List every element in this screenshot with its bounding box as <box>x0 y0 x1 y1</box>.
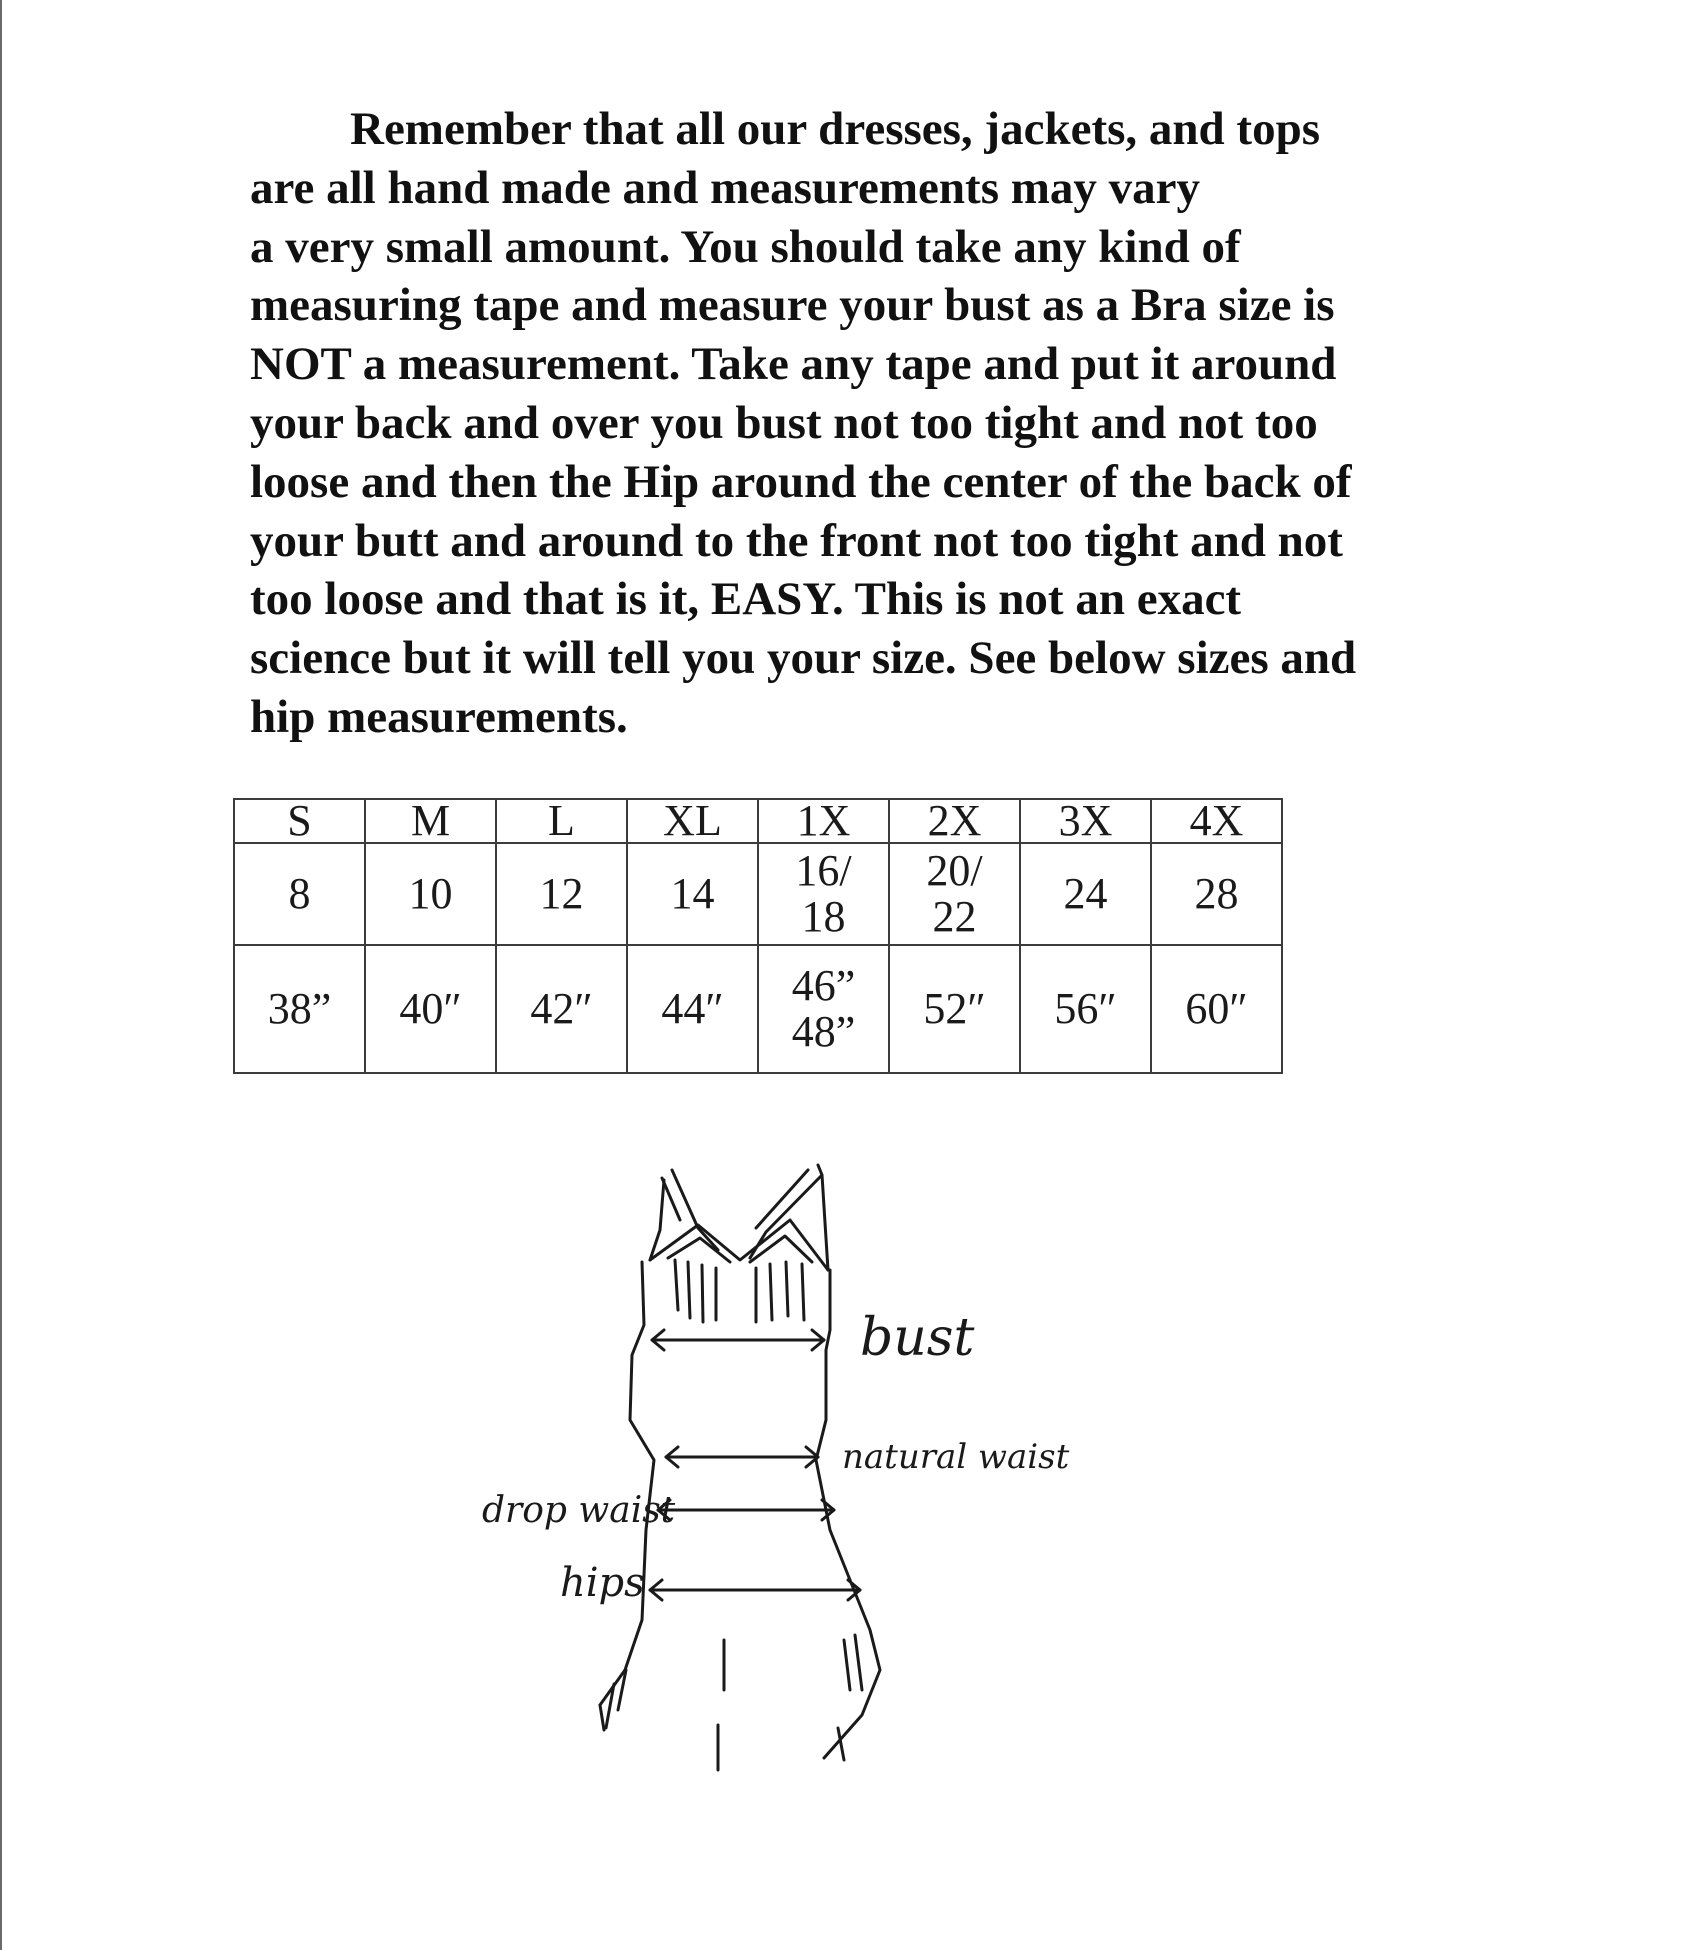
hip-cell: 44″ <box>627 945 758 1073</box>
measurement-arrows <box>650 1330 860 1600</box>
paragraph-line: Remember that all our dresses, jackets, and tops <box>350 103 1320 155</box>
size-cell: L <box>496 799 627 843</box>
dress-sketch-svg <box>450 1150 1130 1800</box>
paragraph-line: science but it will tell you your size. See below sizes and <box>250 632 1357 685</box>
hip-cell: 46” 48” <box>758 945 889 1073</box>
us-size-cell: 14 <box>627 843 758 945</box>
paragraph-line: a very small amount. You should take any kind of <box>250 220 1241 273</box>
paragraph-line: hip measurements. <box>250 690 628 743</box>
paragraph-line: are all hand made and measurements may vary <box>250 161 1201 214</box>
hip-cell: 38” <box>234 945 365 1073</box>
hips-label: hips <box>560 1560 645 1606</box>
bust-label: bust <box>860 1308 975 1368</box>
paragraph-line: your back and over you bust not too tight and not too <box>250 396 1318 449</box>
size-cell: XL <box>627 799 758 843</box>
paragraph-line: NOT a measurement. Take any tape and put it around <box>250 338 1337 391</box>
us-size-row <box>234 843 1282 945</box>
size-cell: M <box>365 799 496 843</box>
hip-cell: 60″ <box>1151 945 1282 1073</box>
us-size-cell: 12 <box>496 843 627 945</box>
sizing-instructions <box>250 100 1450 747</box>
hip-cell: 42″ <box>496 945 627 1073</box>
size-cell: S <box>234 799 365 843</box>
dress-measurement-sketch <box>450 1150 1130 1800</box>
page-left-edge <box>0 0 2 1950</box>
hip-measurement-row <box>234 945 1282 1073</box>
us-size-cell: 28 <box>1151 843 1282 945</box>
hip-cell: 40″ <box>365 945 496 1073</box>
size-cell: 2X <box>889 799 1020 843</box>
us-size-cell: 24 <box>1020 843 1151 945</box>
paragraph-line: loose and then the Hip around the center of the back of <box>250 455 1352 508</box>
size-cell: 4X <box>1151 799 1282 843</box>
us-size-cell: 8 <box>234 843 365 945</box>
size-cell: 1X <box>758 799 889 843</box>
hip-cell: 52″ <box>889 945 1020 1073</box>
paragraph-line: too loose and that is it, EASY. This is not an exact <box>250 573 1242 626</box>
natural-waist-label: natural waist <box>842 1437 1070 1477</box>
us-size-cell: 10 <box>365 843 496 945</box>
paragraph-line: measuring tape and measure your bust as a Bra size is <box>250 279 1335 332</box>
us-size-cell: 16/ 18 <box>758 843 889 945</box>
dress-outline <box>600 1165 880 1770</box>
size-chart-table <box>233 798 1283 1074</box>
paragraph-line: your butt and around to the front not too tight and not <box>250 514 1343 567</box>
size-cell: 3X <box>1020 799 1151 843</box>
us-size-cell: 20/ 22 <box>889 843 1020 945</box>
hip-cell: 56″ <box>1020 945 1151 1073</box>
drop-waist-label: drop waist <box>482 1490 676 1531</box>
size-header-row <box>234 799 1282 843</box>
